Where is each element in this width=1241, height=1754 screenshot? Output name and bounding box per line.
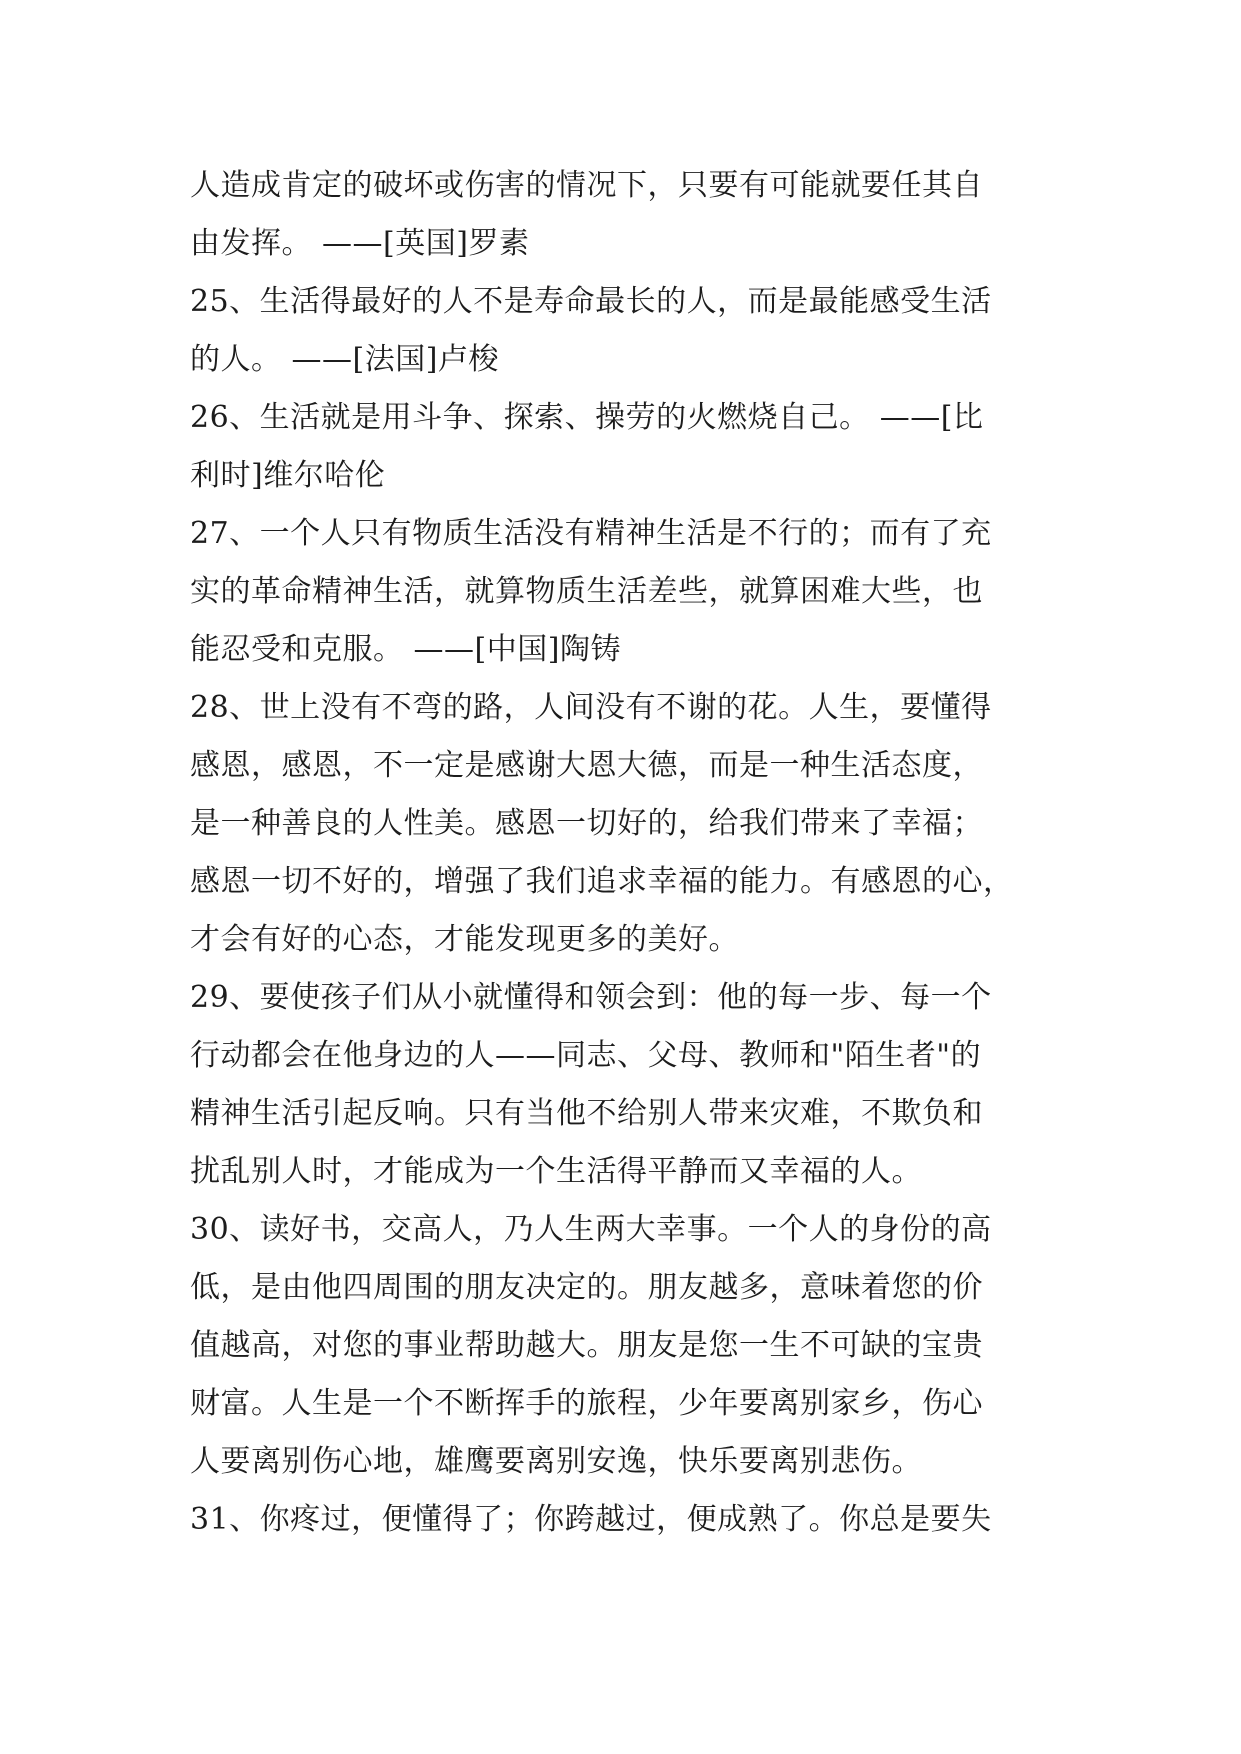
text-line: 人造成肯定的破坏或伤害的情况下，只要有可能就要任其自 [190,168,983,203]
text-line: 26、生活就是用斗争、探索、操劳的火燃烧自己。 ——[比 [190,400,984,435]
text-line: 是一种善良的人性美。感恩一切好的，给我们带来了幸福； [190,806,983,841]
text-line: 利时]维尔哈伦 [190,458,386,493]
text-line: 值越高，对您的事业帮助越大。朋友是您一生不可缺的宝贵 [190,1328,983,1363]
text-line: 由发挥。 ——[英国]罗素 [190,226,530,261]
text-line: 扰乱别人时，才能成为一个生活得平静而又幸福的人。 [190,1154,922,1189]
text-line: 感恩一切不好的，增强了我们追求幸福的能力。有感恩的心， [190,864,1014,899]
text-line: 29、要使孩子们从小就懂得和领会到：他的每一步、每一个 [190,980,992,1015]
text-line: 感恩，感恩，不一定是感谢大恩大德，而是一种生活态度， [190,748,983,783]
text-line: 精神生活引起反响。只有当他不给别人带来灾难，不欺负和 [190,1096,983,1131]
text-line: 30、读好书，交高人，乃人生两大幸事。一个人的身份的高 [190,1212,992,1247]
text-line: 实的革命精神生活，就算物质生活差些，就算困难大些，也 [190,574,983,609]
text-line: 财富。人生是一个不断挥手的旅程，少年要离别家乡，伤心 [190,1386,983,1421]
text-line: 31、你疼过，便懂得了；你跨越过，便成熟了。你总是要失 [190,1502,992,1537]
text-line: 才会有好的心态，才能发现更多的美好。 [190,922,739,957]
text-line: 能忍受和克服。 ——[中国]陶铸 [190,632,621,667]
text-line: 28、世上没有不弯的路，人间没有不谢的花。人生，要懂得 [190,690,992,725]
text-line: 低，是由他四周围的朋友决定的。朋友越多，意味着您的价 [190,1270,983,1305]
text-line: 行动都会在他身边的人——同志、父母、教师和"陌生者"的 [190,1038,982,1073]
quote-text-block [190,157,1070,1549]
text-line: 人要离别伤心地，雄鹰要离别安逸，快乐要离别悲伤。 [190,1444,922,1479]
text-line: 27、一个人只有物质生活没有精神生活是不行的；而有了充 [190,516,992,551]
text-line: 的人。 ——[法国]卢梭 [190,342,499,377]
text-line: 25、生活得最好的人不是寿命最长的人，而是最能感受生活 [190,284,992,319]
